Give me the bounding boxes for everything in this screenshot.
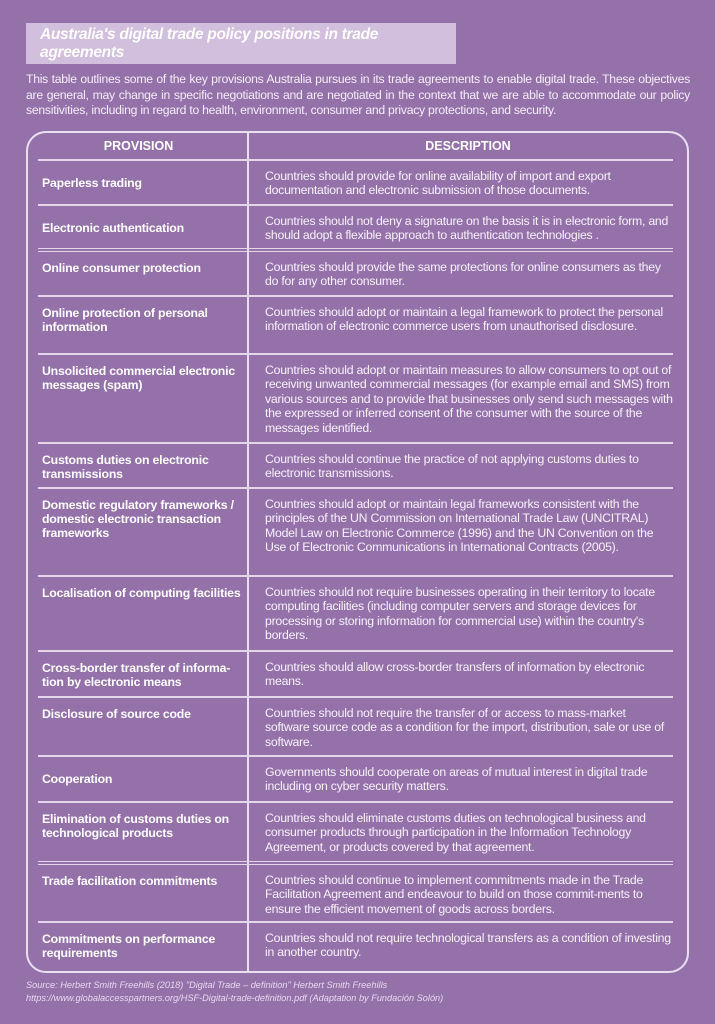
table-row (38, 248, 673, 295)
source-url: https://www.globalaccesspartners.org/HSF-Digital-trade-definition.pdf (Adaptation by Fundación Solón) (26, 993, 444, 1003)
description-cell: Countries should provide the same protections for online consumers as they do for any other consumer. (265, 260, 661, 289)
table-row (38, 442, 673, 487)
provision-cell: Paperless trading (42, 176, 142, 190)
table-row (38, 861, 673, 921)
provision-cell: Online protection of personal information (42, 306, 208, 334)
provision-cell: Cooperation (42, 772, 113, 786)
description-cell: Countries should provide for online availability of import and export documentation and electronic submission of those documents. (265, 169, 611, 198)
source-citation: Source: Herbert Smith Freehills (2018) "Digital Trade – definition" Herbert Smith Freehills (26, 980, 388, 990)
description-cell: Countries should continue to implement commitments made in the Trade Facilitation Agreement and endeavour to build on those commit-ments to ensure the efficient movement of goods across borders. (265, 873, 644, 916)
table-row (38, 159, 673, 204)
provision-cell: Localisation of computing facilities (42, 586, 241, 600)
source-note (26, 979, 686, 1005)
header-description: DESCRIPTION (425, 139, 511, 153)
description-cell: Countries should adopt or maintain legal frameworks consistent with the principles of the UN Commission on International Trade Law (UNCITRAL) Model Law on Electronic Commerce (1996) and the UN Convention on the Use of Electronic Communications in International Contracts (2005). (265, 497, 654, 555)
description-cell: Countries should not require businesses operating in their territory to locate computing facilities (including computer servers and storage devices for processing or storing information for commercial use) within the country's borders. (265, 585, 655, 643)
intro-paragraph: This table outlines some of the key provisions Australia pursues in its trade agreements to enable digital trade. These objectives are general, may change in specific negotiations and are negotiated in the context that we are able to accommodate our policy sensitivities, including in regard to health, environment, consumer and privacy protections, and security. (26, 72, 690, 117)
table-row (38, 295, 673, 353)
table-row (38, 650, 673, 696)
provision-cell: Domestic regulatory frameworks / domestic electronic transaction frameworks (42, 498, 234, 540)
table-row (38, 353, 673, 442)
provision-cell: Unsolicited commercial electronic messages (spam) (42, 364, 235, 392)
table-row (38, 575, 673, 650)
page-title: Australia's digital trade policy positions in trade agreements (40, 25, 379, 61)
table-row (38, 487, 673, 575)
description-cell: Countries should adopt or maintain measures to allow consumers to opt out of receiving unwanted commercial messages (for example email and SMS) from various sources and to provide that businesses only send such messages with the expressed or inferred consent of the consumer with the source of the messages identified. (265, 363, 673, 435)
table-row (38, 921, 673, 979)
provision-cell: Customs duties on electronic transmissions (42, 453, 209, 481)
description-cell: Countries should not require technological transfers as a condition of investing in another country. (265, 931, 671, 960)
table-header-row (28, 133, 687, 159)
provision-cell: Online consumer protection (42, 261, 201, 275)
table-body (38, 159, 673, 979)
description-cell: Countries should not require the transfer of or access to mass-market software source code as a condition for the import, distribution, sale or use of software. (265, 706, 664, 749)
description-cell: Countries should eliminate customs duties on technological business and consumer products through participation in the Information Technology Agreement, or products covered by that agreement. (265, 811, 646, 854)
provisions-table (26, 131, 689, 973)
provision-cell: Electronic authentication (42, 221, 184, 235)
table-row (38, 696, 673, 755)
provision-cell: Elimination of customs duties on technological products (42, 812, 229, 840)
provision-cell: Cross-border transfer of informa-tion by electronic means (42, 661, 231, 689)
table-row (38, 755, 673, 801)
provision-cell: Trade facilitation commitments (42, 874, 218, 888)
provision-cell: Commitments on performance requirements (42, 932, 216, 960)
description-cell: Countries should allow cross-border transfers of information by electronic means. (265, 660, 645, 689)
description-cell: Countries should not deny a signature on the basis it is in electronic form, and should adopt a flexible approach to authentication technologies . (265, 214, 669, 243)
description-cell: Countries should continue the practice of not applying customs duties to electronic transmissions. (265, 452, 639, 481)
provision-cell: Disclosure of source code (42, 707, 191, 721)
table-row (38, 801, 673, 861)
header-provision: PROVISION (103, 139, 174, 153)
description-cell: Governments should cooperate on areas of mutual interest in digital trade including on cyber security matters. (265, 765, 648, 794)
description-cell: Countries should adopt or maintain a legal framework to protect the personal information of electronic commerce users from unauthorised disclosure. (265, 305, 663, 334)
table-row (38, 204, 673, 248)
title-banner (26, 23, 456, 64)
